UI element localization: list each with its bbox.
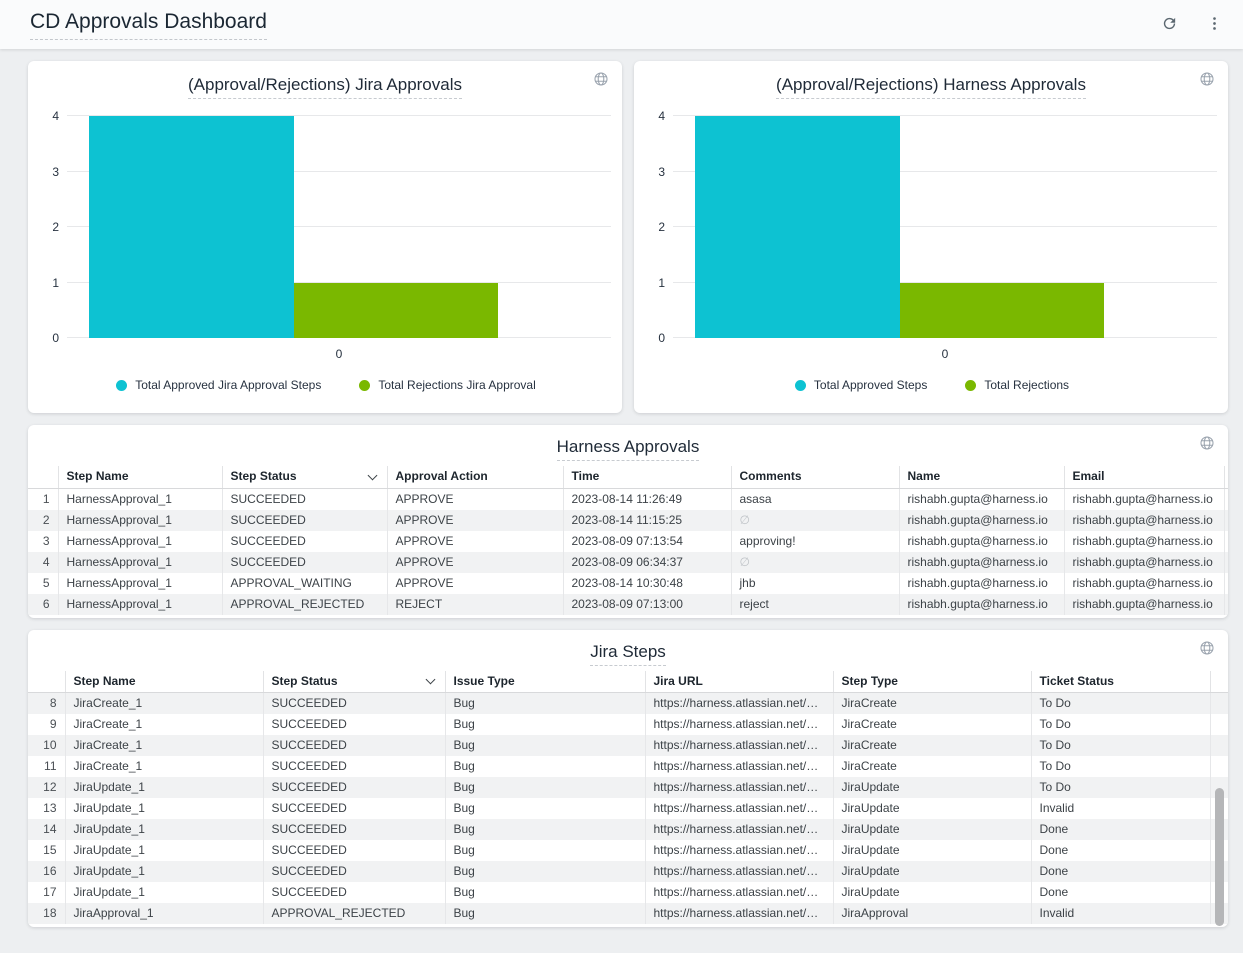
table-cell: https://harness.atlassian.net/b… (645, 840, 833, 861)
table-cell: SUCCEEDED (222, 488, 387, 510)
column-header-step-type[interactable]: Step Type (833, 671, 1031, 693)
y-tick-label: 4 (52, 109, 59, 123)
table-cell: jhb (731, 573, 899, 594)
y-tick-label: 4 (658, 109, 665, 123)
table-cell: JiraApproval (833, 903, 1031, 924)
table-title: Jira Steps (28, 630, 1228, 671)
row-number: 15 (28, 840, 65, 861)
table-row (28, 777, 1228, 798)
chart-area (634, 95, 1228, 392)
table-cell: Bug (445, 777, 645, 798)
table-cell: 2023-08-09 06:34:37 (563, 552, 731, 573)
header-spacer (1224, 466, 1228, 488)
table-cell: JiraCreate (833, 756, 1031, 777)
table-cell: 2023-08-09 07:13:00 (563, 594, 731, 615)
y-tick-label: 2 (52, 220, 59, 234)
table-cell: https://harness.atlassian.net/b… (645, 882, 833, 903)
table-cell: JiraCreate (833, 735, 1031, 756)
table-cell: HarnessApproval_1 (58, 573, 222, 594)
table-cell: APPROVE (387, 552, 563, 573)
table-cell: SUCCEEDED (263, 882, 445, 903)
table-cell: Bug (445, 714, 645, 735)
table-cell: JiraUpdate_1 (65, 777, 263, 798)
table-cell: https://harness.atlassian.net/b… (645, 693, 833, 715)
charts-row (28, 61, 1228, 413)
harness-approvals-table (28, 466, 1228, 615)
column-header-ticket-status[interactable]: Ticket Status (1031, 671, 1210, 693)
table-cell: JiraApproval_1 (65, 903, 263, 924)
table-row (28, 714, 1228, 735)
chart-title: (Approval/Rejections) Jira Approvals (28, 61, 622, 95)
plot-area (67, 116, 611, 338)
table-row (28, 756, 1228, 777)
refresh-button[interactable] (1159, 13, 1180, 37)
row-spacer (1210, 756, 1228, 777)
row-number: 11 (28, 756, 65, 777)
table-cell: rishabh.gupta@harness.io (899, 488, 1064, 510)
row-spacer (1224, 488, 1228, 510)
column-header-step-name[interactable]: Step Name (58, 466, 222, 488)
row-spacer (1210, 714, 1228, 735)
table-cell: HarnessApproval_1 (58, 552, 222, 573)
row-number-header (28, 466, 58, 488)
table-cell: JiraUpdate_1 (65, 840, 263, 861)
table-cell: ∅ (731, 510, 899, 531)
plot-area (673, 116, 1217, 338)
table-row (28, 552, 1228, 573)
column-header-step-name[interactable]: Step Name (65, 671, 263, 693)
table-cell: Done (1031, 840, 1210, 861)
legend (647, 378, 1217, 392)
table-cell: APPROVAL_WAITING (222, 573, 387, 594)
table-cell: HarnessApproval_1 (58, 594, 222, 615)
legend (41, 378, 611, 392)
table-row (28, 735, 1228, 756)
y-tick-label: 2 (658, 220, 665, 234)
legend-dot (116, 380, 127, 391)
table-cell: JiraUpdate_1 (65, 798, 263, 819)
table-row (28, 819, 1228, 840)
table-row (28, 798, 1228, 819)
table-cell: Bug (445, 819, 645, 840)
table-row (28, 594, 1228, 615)
dashboard-header (0, 0, 1243, 49)
row-number: 3 (28, 531, 58, 552)
table-cell: rishabh.gupta@harness.io (1064, 594, 1224, 615)
row-spacer (1224, 594, 1228, 615)
y-tick-label: 1 (658, 275, 665, 290)
harness-approvals-table-card (28, 425, 1228, 618)
table-cell: reject (731, 594, 899, 615)
table-cell: SUCCEEDED (263, 777, 445, 798)
table-cell: SUCCEEDED (263, 840, 445, 861)
column-header-step-status[interactable]: Step Status (263, 671, 445, 693)
table-cell: https://harness.atlassian.net/b… (645, 861, 833, 882)
row-spacer (1224, 573, 1228, 594)
table-cell: JiraUpdate_1 (65, 819, 263, 840)
globe-icon (1199, 640, 1215, 656)
table-cell: https://harness.atlassian.net/b… (645, 777, 833, 798)
table-cell: JiraCreate_1 (65, 693, 263, 715)
row-number: 12 (28, 777, 65, 798)
header-actions (1159, 12, 1225, 38)
table-row (28, 510, 1228, 531)
jira-approvals-chart-card (28, 61, 622, 413)
column-header-issue-type[interactable]: Issue Type (445, 671, 645, 693)
table-cell: rishabh.gupta@harness.io (1064, 573, 1224, 594)
table-cell: rishabh.gupta@harness.io (1064, 488, 1224, 510)
table-cell: 2023-08-14 11:15:25 (563, 510, 731, 531)
table-cell: https://harness.atlassian.net/b… (645, 735, 833, 756)
table-cell: SUCCEEDED (222, 531, 387, 552)
table-row (28, 903, 1228, 924)
column-header-name[interactable]: Name (899, 466, 1064, 488)
legend-label: Total Rejections (984, 378, 1070, 392)
column-header-step-status[interactable]: Step Status (222, 466, 387, 488)
row-spacer (1224, 510, 1228, 531)
legend-item-total-approved-steps[interactable] (795, 378, 927, 392)
legend-label: Total Rejections Jira Approval (378, 378, 536, 392)
row-number: 14 (28, 819, 65, 840)
column-header-comments[interactable]: Comments (731, 466, 899, 488)
table-cell: rishabh.gupta@harness.io (1064, 552, 1224, 573)
table-cell: SUCCEEDED (222, 510, 387, 531)
legend-item-total-rejections[interactable] (965, 378, 1069, 392)
row-number: 16 (28, 861, 65, 882)
row-number: 5 (28, 573, 58, 594)
table-cell: approving! (731, 531, 899, 552)
row-spacer (1224, 531, 1228, 552)
table-cell: REJECT (387, 594, 563, 615)
row-number-header (28, 671, 65, 693)
bar-total-rejections[interactable] (900, 283, 1105, 339)
bar-total-rejections-jira-approval[interactable] (294, 283, 499, 339)
table-cell: Done (1031, 819, 1210, 840)
table-cell: ∅ (731, 552, 899, 573)
table-cell: SUCCEEDED (263, 861, 445, 882)
chart-title: (Approval/Rejections) Harness Approvals (634, 61, 1228, 95)
table-cell: Done (1031, 882, 1210, 903)
jira-steps-table (28, 671, 1228, 925)
globe-icon (1199, 71, 1215, 87)
table-cell: 2023-08-14 11:26:49 (563, 488, 731, 510)
table-cell: rishabh.gupta@harness.io (899, 573, 1064, 594)
legend-item-total-approved-jira-approval-steps[interactable] (116, 378, 321, 392)
sort-chevron-down-icon (367, 470, 377, 480)
table-cell: JiraCreate (833, 714, 1031, 735)
harness-approvals-chart-card (634, 61, 1228, 413)
table-cell: JiraUpdate_1 (65, 882, 263, 903)
legend-label: Total Approved Jira Approval Steps (135, 378, 322, 392)
column-header-email[interactable]: Email (1064, 466, 1224, 488)
chart-area (28, 95, 622, 392)
table-cell: Invalid (1031, 798, 1210, 819)
row-number: 8 (28, 693, 65, 715)
table-row (28, 882, 1228, 903)
table-cell: To Do (1031, 777, 1210, 798)
y-axis (41, 109, 67, 345)
table-cell: JiraUpdate (833, 798, 1031, 819)
table-cell: To Do (1031, 756, 1210, 777)
jira-steps-table-card (28, 630, 1228, 928)
table-cell: HarnessApproval_1 (58, 488, 222, 510)
table-cell: Bug (445, 756, 645, 777)
table-cell: To Do (1031, 735, 1210, 756)
bar-total-approved-steps[interactable] (695, 116, 900, 338)
table-cell: Bug (445, 861, 645, 882)
table-cell: Bug (445, 903, 645, 924)
legend-dot (965, 380, 976, 391)
more-options-button[interactable] (1204, 12, 1225, 38)
table-cell: 2023-08-14 10:30:48 (563, 573, 731, 594)
table-cell: Bug (445, 882, 645, 903)
y-axis (647, 109, 673, 345)
table-cell: JiraCreate (833, 693, 1031, 715)
table-cell: rishabh.gupta@harness.io (1064, 531, 1224, 552)
table-cell: Invalid (1031, 903, 1210, 924)
table-cell: https://harness.atlassian.net/b… (645, 798, 833, 819)
row-number: 18 (28, 903, 65, 924)
table-cell: rishabh.gupta@harness.io (899, 531, 1064, 552)
legend-dot (795, 380, 806, 391)
y-tick-label: 3 (658, 164, 665, 179)
sort-chevron-down-icon (425, 675, 435, 685)
table-cell: SUCCEEDED (263, 693, 445, 715)
table-row (28, 531, 1228, 552)
table-cell: SUCCEEDED (263, 735, 445, 756)
table-cell: rishabh.gupta@harness.io (899, 510, 1064, 531)
bar-total-approved-jira-approval-steps[interactable] (89, 116, 294, 338)
table-cell: Done (1031, 861, 1210, 882)
kebab-menu-icon (1206, 14, 1223, 36)
table-cell: APPROVE (387, 573, 563, 594)
table-cell: JiraUpdate_1 (65, 861, 263, 882)
row-number: 13 (28, 798, 65, 819)
row-spacer (1210, 693, 1228, 715)
table-cell: JiraUpdate (833, 819, 1031, 840)
table-cell: JiraUpdate (833, 840, 1031, 861)
table-cell: SUCCEEDED (263, 756, 445, 777)
globe-icon (593, 71, 609, 87)
table-cell: JiraCreate_1 (65, 714, 263, 735)
row-number: 9 (28, 714, 65, 735)
x-tick-label: 0 (941, 347, 949, 361)
row-spacer (1210, 735, 1228, 756)
table-cell: SUCCEEDED (263, 819, 445, 840)
row-spacer (1224, 552, 1228, 573)
dashboard-body (0, 49, 1243, 927)
table-cell: JiraUpdate (833, 861, 1031, 882)
table-cell: Bug (445, 798, 645, 819)
table-cell: HarnessApproval_1 (58, 531, 222, 552)
row-number: 17 (28, 882, 65, 903)
table-cell: rishabh.gupta@harness.io (1064, 510, 1224, 531)
table-row (28, 693, 1228, 715)
row-number: 1 (28, 488, 58, 510)
table-header-row (28, 466, 1228, 488)
legend-dot (359, 380, 370, 391)
row-number: 10 (28, 735, 65, 756)
y-tick-label: 1 (52, 275, 59, 290)
table-cell: https://harness.atlassian.net/b… (645, 714, 833, 735)
table-cell: SUCCEEDED (263, 798, 445, 819)
table-cell: JiraUpdate (833, 882, 1031, 903)
row-number: 2 (28, 510, 58, 531)
globe-icon (1199, 435, 1215, 451)
table-row (28, 573, 1228, 594)
y-tick-label: 3 (52, 164, 59, 179)
table-cell: SUCCEEDED (263, 714, 445, 735)
column-header-approval-action[interactable]: Approval Action (387, 466, 563, 488)
y-tick-label: 0 (658, 331, 665, 345)
table-cell: Bug (445, 735, 645, 756)
table-cell: https://harness.atlassian.net/b… (645, 903, 833, 924)
table-cell: Bug (445, 693, 645, 715)
table-header-row (28, 671, 1228, 693)
table-cell: JiraCreate_1 (65, 735, 263, 756)
y-tick-label: 0 (52, 331, 59, 345)
table-row (28, 488, 1228, 510)
table-cell: HarnessApproval_1 (58, 510, 222, 531)
table-cell: To Do (1031, 693, 1210, 715)
table-cell: SUCCEEDED (222, 552, 387, 573)
table-title: Harness Approvals (28, 425, 1228, 466)
table-cell: https://harness.atlassian.net/b… (645, 819, 833, 840)
table-cell: rishabh.gupta@harness.io (899, 594, 1064, 615)
table-row (28, 861, 1228, 882)
table-cell: asasa (731, 488, 899, 510)
table-cell: JiraCreate_1 (65, 756, 263, 777)
row-number: 6 (28, 594, 58, 615)
table-cell: https://harness.atlassian.net/b… (645, 756, 833, 777)
header-spacer (1210, 671, 1228, 693)
table-cell: JiraUpdate (833, 777, 1031, 798)
column-header-jira-url[interactable]: Jira URL (645, 671, 833, 693)
legend-label: Total Approved Steps (813, 378, 928, 392)
table-row (28, 840, 1228, 861)
row-number: 4 (28, 552, 58, 573)
table-cell: rishabh.gupta@harness.io (899, 552, 1064, 573)
page-title: CD Approvals Dashboard (30, 10, 267, 40)
table-cell: APPROVE (387, 488, 563, 510)
vertical-scrollbar-thumb[interactable] (1215, 788, 1224, 926)
table-cell: APPROVE (387, 510, 563, 531)
refresh-icon (1161, 15, 1178, 35)
table-cell: 2023-08-09 07:13:54 (563, 531, 731, 552)
table-cell: APPROVAL_REJECTED (222, 594, 387, 615)
column-header-time[interactable]: Time (563, 466, 731, 488)
table-cell: Bug (445, 840, 645, 861)
x-tick-label: 0 (335, 347, 343, 361)
table-cell: To Do (1031, 714, 1210, 735)
table-cell: APPROVE (387, 531, 563, 552)
legend-item-total-rejections-jira-approval[interactable] (359, 378, 535, 392)
table-cell: APPROVAL_REJECTED (263, 903, 445, 924)
